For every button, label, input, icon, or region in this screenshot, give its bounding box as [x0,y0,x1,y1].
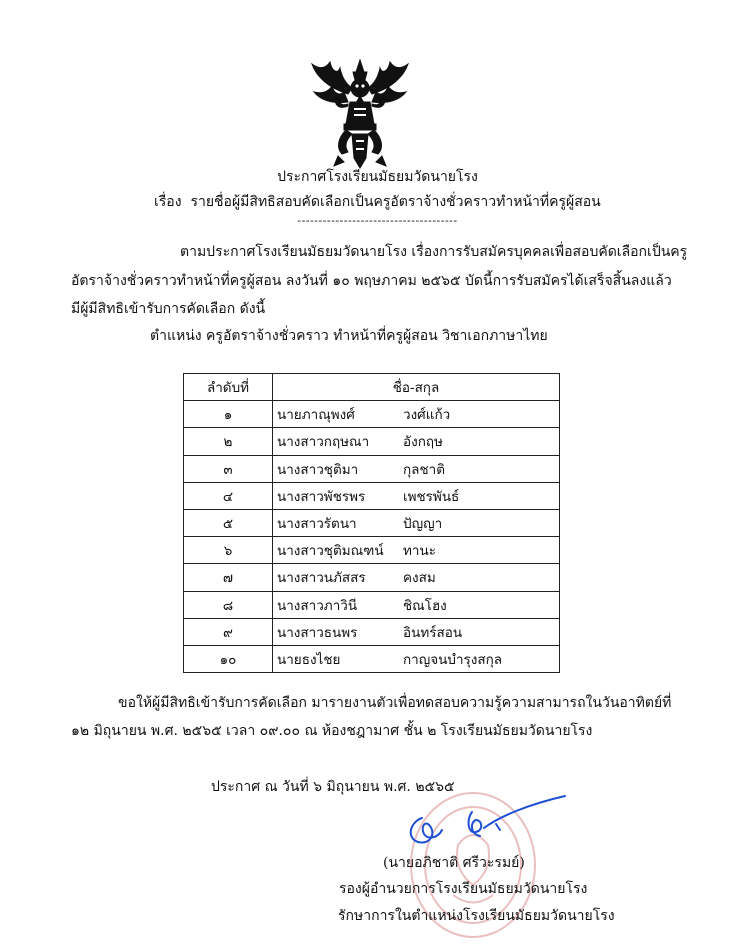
row-first-name: นางสาวรัตนา [277,516,357,533]
row-first-name: นายภาณุพงศ์ [277,407,355,424]
announcement-date: ประกาศ ณ วันที่ ๖ มิถุนายน พ.ศ. ๒๕๖๕ [211,779,455,795]
row-last-name: วงศ์แก้ว [403,407,451,424]
intro-line-2: อัตราจ้างชั่วคราวทำหน้าที่ครูผู้สอน ลงวันที่ ๑๐ พฤษภาคม ๒๕๖๕ บัดนี้การรับสมัครได้เสร็จสิ้นลงแล้ว [71,273,672,289]
position-line: ตำแหน่ง ครูอัตราจ้างชั่วคราว ทำหน้าที่ครูผู้สอน วิชาเอกภาษาไทย [150,328,548,344]
row-no: ๙ [184,618,273,645]
divider: -------------------------------------- [297,214,458,227]
candidate-table [183,373,560,673]
announcement-title: ประกาศโรงเรียนมัธยมวัดนายโรง [277,169,478,185]
subject-label: เรื่อง [154,194,182,210]
table-row [184,618,560,645]
row-no: ๖ [184,537,273,564]
row-last-name: กาญจนบำรุงสกุล [403,651,503,668]
row-no: ๔ [184,482,273,509]
row-first-name: นางสาวชุติมณฑน์ [277,543,384,560]
subject-text: รายชื่อผู้มีสิทธิสอบคัดเลือกเป็นครูอัตราจ้างชั่วคราวทำหน้าที่ครูผู้สอน [190,194,601,210]
row-first-name: นางสาวพัชรพร [277,488,366,505]
header-no: ลำดับที่ [184,374,273,401]
table-header-row [184,374,560,401]
subject-line [154,191,601,213]
row-no: ๓ [184,455,273,482]
row-no: ๑๐ [184,645,273,672]
row-first-name: นางสาวธนพร [277,624,358,641]
row-last-name: อินทร์สอน [403,624,463,641]
table-row [184,645,560,672]
row-no: ๑ [184,401,273,428]
intro-line-1: ตามประกาศโรงเรียนมัธยมวัดนายโรง เรื่องการรับสมัครบุคคลเพื่อสอบคัดเลือกเป็นครู [180,244,688,260]
signer-title-1: รองผู้อำนวยการโรงเรียนมัธยมวัดนายโรง [339,881,588,897]
handwritten-signature [400,790,570,860]
row-last-name: เพชรพันธ์ [403,488,460,505]
row-last-name: ชิณโฮง [403,597,447,614]
table-row [184,564,560,591]
table-row [184,591,560,618]
closing-line-1: ขอให้ผู้มีสิทธิเข้ารับการคัดเลือก มารายงานตัวเพื่อทดสอบความรู้ความสามารถในวันอาทิตย์ที่ [118,695,672,711]
row-first-name: นายธงไชย [277,651,341,668]
closing-line-2: ๑๒ มิถุนายน พ.ศ. ๒๕๖๕ เวลา ๐๙.๐๐ ณ ห้องชฎามาศ ชั้น ๒ โรงเรียนมัธยมวัดนายโรง [71,723,593,739]
table-row [184,428,560,455]
row-last-name: ทานะ [403,543,436,560]
table-row [184,537,560,564]
row-no: ๘ [184,591,273,618]
row-last-name: กุลชาติ [403,461,445,478]
row-first-name: นางสาวภาวินี [277,597,358,614]
signer-title-2: รักษาการในตำแหน่งโรงเรียนมัธยมวัดนายโรง [338,908,615,924]
row-last-name: คงสม [403,570,436,587]
header-name: ชื่อ-สกุล [273,374,560,401]
intro-line-3: มีผู้มีสิทธิเข้ารับการคัดเลือก ดังนี้ [71,301,266,317]
table-row [184,401,560,428]
table-row [184,509,560,536]
row-no: ๕ [184,509,273,536]
row-first-name: นางสาวนภัสสร [277,570,366,587]
signer-name: (นายอภิชาติ ศรีวะรมย์) [383,855,525,871]
table-row [184,455,560,482]
row-last-name: ปัญญา [403,516,443,533]
row-last-name: อังกฤษ [403,434,443,451]
row-no: ๗ [184,564,273,591]
row-no: ๒ [184,428,273,455]
table-row [184,482,560,509]
row-first-name: นางสาวกฤษณา [277,434,370,451]
row-first-name: นางสาวชุติมา [277,461,359,478]
garuda-emblem-icon [308,58,412,170]
